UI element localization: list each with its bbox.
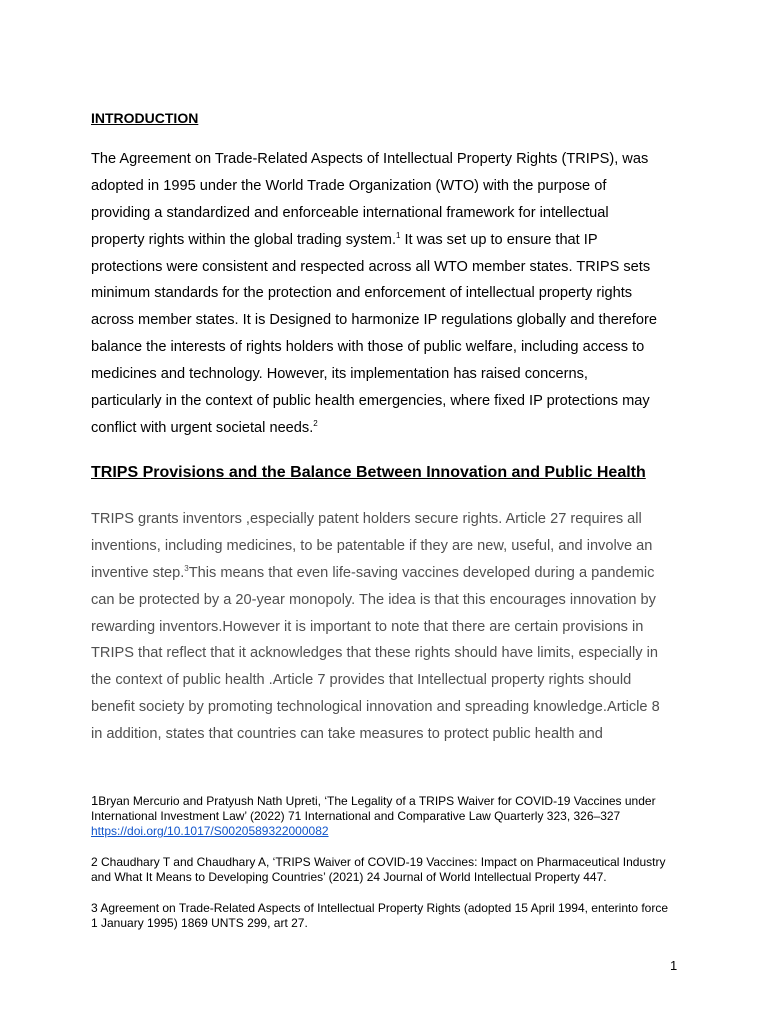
paragraph-line: the context of public health .Article 7 provides that Intellectual property rights should: [91, 672, 632, 689]
paragraph-text: property rights within the global trading system.: [91, 231, 396, 248]
paragraph-line: benefit society by promoting technological innovation and spreading knowledge.Article 8: [91, 699, 660, 716]
paragraph-line: protections were consistent and respected across all WTO member states. TRIPS sets: [91, 258, 651, 275]
footnote-ref-1[interactable]: 1: [396, 230, 401, 240]
footnote-ref-3[interactable]: 3: [184, 563, 189, 573]
footnote-number: 1: [91, 793, 99, 808]
footnote-text: Bryan Mercurio and Pratyush Nath Upreti, ‘The Legality of a TRIPS Waiver for COVID-19 Vaccines under International Investment Law’ (2022) 71 International and Comparative Law Quarterly 323, 326–327: [91, 794, 656, 823]
paragraph-line: [91, 227, 691, 254]
section-heading: TRIPS Provisions and the Balance Between Innovation and Public Health: [91, 464, 646, 481]
paragraph-line: inventions, including medicines, to be patentable if they are new, useful, and involve an: [91, 537, 653, 554]
paragraph-line: medicines and technology. However, its implementation has raised concerns,: [91, 366, 588, 383]
paragraph-line: [91, 560, 691, 587]
paragraph-line: can be protected by a 20-year monopoly. The idea is that this encourages innovation by: [91, 591, 656, 608]
introduction-heading: INTRODUCTION: [91, 110, 199, 126]
paragraph-line: [91, 415, 691, 442]
paragraph-text: This means that even life-saving vaccines developed during a pandemic: [188, 564, 655, 581]
paragraph-line: balance the interests of rights holders with those of public welfare, including access to: [91, 339, 645, 356]
footnote-ref-2[interactable]: 2: [313, 419, 318, 429]
paragraph-line: TRIPS that reflect that it acknowledges that these rights should have limits, especially in: [91, 645, 659, 662]
paragraph-text: inventive step.: [91, 564, 185, 581]
paragraph-text: It was set up to ensure that IP: [400, 231, 598, 248]
footnote-1: [91, 793, 671, 839]
trips-provisions-paragraph: [91, 506, 691, 748]
paragraph-line: across member states. It is Designed to harmonize IP regulations globally and therefore: [91, 312, 657, 329]
paragraph-line: particularly in the context of public health emergencies, where fixed IP protections may: [91, 393, 650, 410]
doi-link[interactable]: https://doi.org/10.1017/S0020589322000082: [91, 824, 329, 838]
page-number: 1: [670, 958, 678, 973]
paragraph-line: rewarding inventors.However it is important to note that there are certain provisions in: [91, 618, 644, 635]
paragraph-text: conflict with urgent societal needs.: [91, 419, 314, 436]
paragraph-line: adopted in 1995 under the World Trade Organization (WTO) with the purpose of: [91, 177, 607, 194]
footnote-2: 2 Chaudhary T and Chaudhary A, ‘TRIPS Waiver of COVID-19 Vaccines: Impact on Pharmaceutical Industry and What It Means to Developing Countries’ (2021) 24 Journal of World Intellectual Property 447.: [91, 855, 666, 884]
paragraph-line: in addition, states that countries can take measures to protect public health and: [91, 726, 603, 743]
footnote-3: 3 Agreement on Trade-Related Aspects of Intellectual Property Rights (adopted 15 April 1994, enterinto force 1 January 1995) 1869 UNTS 299, art 27.: [91, 901, 669, 930]
paragraph-line: minimum standards for the protection and enforcement of intellectual property rights: [91, 285, 633, 302]
paragraph-line: The Agreement on Trade-Related Aspects of Intellectual Property Rights (TRIPS), was: [91, 151, 649, 167]
introduction-paragraph: [91, 146, 691, 442]
paragraph-line: providing a standardized and enforceable international framework for intellectual: [91, 204, 609, 221]
paragraph-line: TRIPS grants inventors ,especially patent holders secure rights. Article 27 requires all: [91, 511, 642, 527]
